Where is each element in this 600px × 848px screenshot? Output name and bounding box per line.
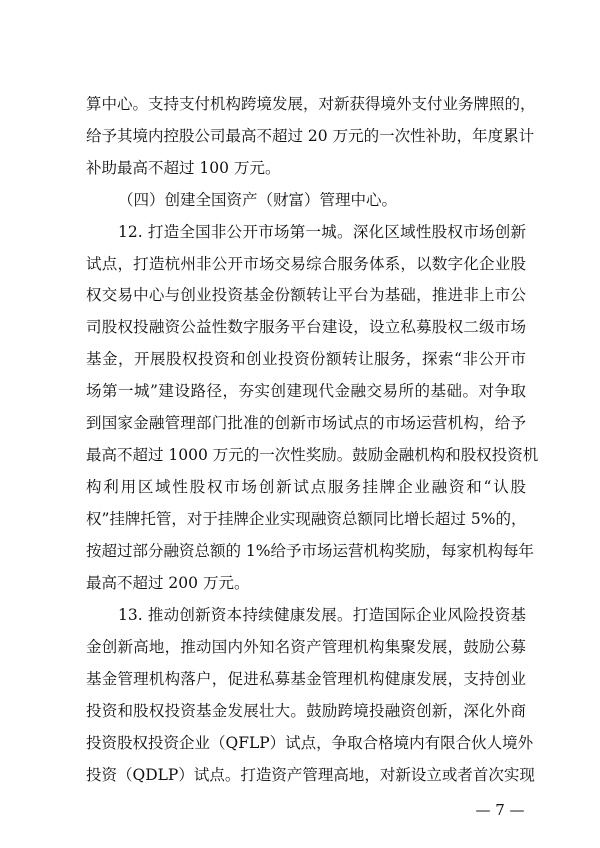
section-heading: （四）创建全国资产（财富）管理中心。 <box>118 191 398 209</box>
text-line: 到国家金融管理部门批准的创新市场试点的市场运营机构，给予 <box>86 414 526 432</box>
text-line: 金创新高地，推动国内外知名资产管理机构集聚发展，鼓励公募 <box>86 638 526 656</box>
text-line: 最高不超过 200 万元。 <box>86 574 250 592</box>
text-line: 权”挂牌托管，对于挂牌企业实现融资总额同比增长超过 5%的， <box>86 510 527 528</box>
text-line: 12. 打造全国非公开市场第一城。深化区域性股权市场创新 <box>118 223 526 241</box>
text-line: 按超过部分融资总额的 1%给予市场运营机构奖励，每家机构每年 <box>86 542 535 560</box>
text-line: 给予其境内控股公司最高不超过 20 万元的一次性补助，年度累计 <box>86 127 535 145</box>
text-line: 算中心。支持支付机构跨境发展，对新获得境外支付业务牌照的， <box>86 95 536 113</box>
text-line: 13. 推动创新资本持续健康发展。打造国际企业风险投资基 <box>118 606 526 624</box>
text-line: 最高不超过 1000 万元的一次性奖励。鼓励金融机构和股权投资机 <box>86 446 539 464</box>
text-line: 补助最高不超过 100 万元。 <box>86 159 281 177</box>
text-line: 基金，开展股权投资和创业投资份额转让服务，探索“非公开市 <box>86 350 526 368</box>
text-line: 构利用区域性股权市场创新试点服务挂牌企业融资和“认股 <box>86 478 526 496</box>
text-line: 场第一城”建设路径，夯实创建现代金融交易所的基础。对争取 <box>86 382 526 400</box>
text-line: 投资和股权投资基金发展壮大。鼓励跨境投融资创新，深化外商 <box>86 702 526 720</box>
text-line: 基金管理机构落户，促进私募基金管理机构健康发展，支持创业 <box>86 670 526 688</box>
text-line: 试点，打造杭州非公开市场交易综合服务体系，以数字化企业股 <box>86 255 526 273</box>
page-number: — 7 — <box>475 801 525 819</box>
text-line: 投资（QDLP）试点。打造资产管理高地，对新设立或者首次实现 <box>86 766 535 784</box>
text-line: 投资股权投资企业（QFLP）试点，争取合格境内有限合伙人境外 <box>86 734 534 752</box>
text-line: 权交易中心与创业投资基金份额转让平台为基础，推进非上市公 <box>86 286 526 304</box>
text-line: 司股权投融资公益性数字服务平台建设，设立私募股权二级市场 <box>86 318 526 336</box>
